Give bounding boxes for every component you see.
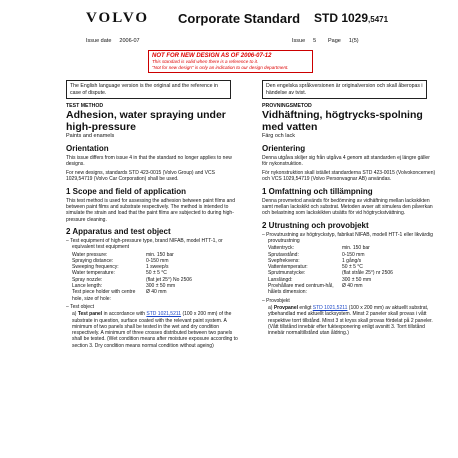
- issue-meta: [292, 38, 316, 44]
- spec-row: [262, 283, 436, 296]
- page-value: 1(5): [348, 38, 359, 44]
- test-panel-term: Test panel: [77, 311, 103, 318]
- swedish-column: [262, 103, 436, 339]
- scope-paragraph: Denna provmetod används för bedömning av vidhäftning mellan lackskikten samt mellan lackskikt och substrat. Metoden avser att simulera den påverkan och belastning som lackskikten utsätts för vid högtryckstvättning.: [262, 197, 433, 217]
- standard-number: [314, 11, 388, 25]
- document-title: Vidhäftning, högtrycks-spolning med vatten: [262, 109, 423, 133]
- page-label: Page: [328, 38, 341, 44]
- scope-heading: 1 Scope and field of application: [66, 186, 187, 196]
- spec-key: Test piece holder with centre hole, size of hole:: [72, 289, 136, 302]
- std-1021-link[interactable]: STD 1021,5211: [146, 311, 182, 318]
- apparatus-heading: 2 Apparatus and test object: [66, 226, 171, 236]
- apparatus-item: – Test equipment of high-pressure type, brand NIFAB, model HTT-1, or equivalent test equipment: [66, 237, 223, 251]
- document-title: Adhesion, water spraying under high-pressure: [66, 109, 226, 133]
- std-1021-link[interactable]: STD 1021,5211: [312, 304, 348, 311]
- page-meta: [328, 38, 359, 44]
- test-panel-text: (100 x 200 mm) of the substrate in question, surface coated with the relevant paint system. A minimum of two panels shall be tested in the wet and dry condition respectively. A minimum of three crosses distributed between two panels shall be tested. (Wet condition means after moisture exposure according to section 3. Dry condition means normal condition without ageing): [72, 311, 238, 349]
- spec-key: Vattentemperatur:: [268, 264, 308, 271]
- notice-heading: NOT FOR NEW DESIGN AS OF 2006-07-12: [152, 53, 272, 59]
- not-for-new-design-notice: [148, 50, 313, 73]
- test-panel-mid: enligt: [298, 304, 313, 311]
- test-panel-text: (100 x 200 mm) av aktuellt substrat, ytbehandlad med aktuellt lacksystem. Minst 2 paneler skall provas i vått respektive torrt tillstånd. Minst 3 st kryss skall provas fördelat på 2 paneler. (Vått tillstånd innebär efter fuktexponering enligt avsnitt 3. Torrt tillstånd innebär normaltillstånd utan åldring.): [268, 304, 433, 337]
- spec-value: Ø 40 mm: [146, 289, 167, 296]
- spec-value: 50 ± 5 °C: [146, 270, 167, 277]
- spec-value: (flat stråle 25°) nr 2506: [342, 270, 393, 277]
- document-subtitle: Paints and enamels: [66, 133, 115, 140]
- spec-key: Provhållare med centrum-hål, hålets dimension:: [268, 283, 334, 296]
- test-panel-mid: in accordance with: [102, 311, 147, 318]
- scope-heading: 1 Omfattning och tillämpning: [262, 186, 373, 196]
- spec-key: Spraying distance:: [72, 257, 114, 264]
- spec-value: Ø 40 mm: [342, 283, 363, 290]
- standard-code: STD 1029: [314, 11, 369, 25]
- english-column: [66, 103, 240, 352]
- spec-value: 300 ± 50 mm: [146, 283, 176, 290]
- document-kind: TEST METHOD: [66, 103, 104, 109]
- issue-date-label: Issue date: [86, 38, 112, 44]
- spec-row: [66, 289, 240, 302]
- orientation-paragraph-1: Denna utgåva skiljer sig från utgåva 4 genom att standarden ej längre gäller för nykonstruktion.: [262, 154, 430, 167]
- spec-value: 300 ± 50 mm: [342, 276, 372, 283]
- orientation-heading: Orientering: [262, 143, 306, 153]
- test-panel-paragraph: [262, 305, 436, 336]
- spec-key: Sprutavstånd:: [268, 251, 299, 258]
- test-object-item: – Test object: [66, 303, 94, 310]
- spec-value: (flat jet 25°) No 2506: [146, 276, 192, 283]
- test-panel-enum: a): [72, 311, 78, 318]
- spec-value: min. 150 bar: [146, 251, 174, 258]
- standard-suffix: ,5471: [368, 15, 389, 24]
- issue-value: 5: [313, 38, 317, 44]
- spec-key: Spray nozzle:: [72, 276, 103, 283]
- notice-line-2: "Not for new design" is only an indication to our design department.: [152, 64, 289, 70]
- issue-date-meta: [86, 38, 140, 44]
- issue-date-value: 2006-07: [119, 38, 140, 44]
- notice-line-1: This standard is valid when there is a reference to it.: [152, 59, 259, 64]
- spec-value: 50 ± 5 °C: [342, 264, 363, 271]
- spec-key: Vattentryck:: [268, 245, 295, 252]
- spec-value: 0-150 mm: [146, 257, 169, 264]
- scope-paragraph: This test method is used for assessing the adhesion between paint films and between paint films and substrate respectively. The method is intended to simulate the strain and load that the paint films are subjected to during high-pressure cleaning.: [66, 197, 235, 223]
- spec-key: Svepfrekvens:: [268, 257, 300, 264]
- spec-key: Lanslängd:: [268, 276, 293, 283]
- document-subtitle: Färg och lack: [262, 133, 296, 140]
- orientation-paragraph-1: This issue differs from issue 4 in that the standard no longer applies to new designs.: [66, 154, 232, 167]
- apparatus-heading: 2 Utrustning och provobjekt: [262, 220, 369, 230]
- orientation-paragraph-2: För nykonstruktion skall istället standarderna STD 423-0015 (Volvokoncernen) och VCS 1029,54719 (Volvo Personvagnar AB) användas.: [262, 170, 436, 183]
- spec-key: Lance length:: [72, 283, 103, 290]
- test-object-item: – Provobjekt: [262, 297, 290, 304]
- spec-key: Water pressure:: [72, 251, 108, 258]
- orientation-paragraph-2: For new designs, standards STD 423-0015 (Volvo Group) and VCS 1029,54719 (Volvo Car Corporation) shall be used.: [66, 170, 215, 183]
- test-panel-paragraph: [66, 311, 240, 349]
- spec-key: Sweeping frequency:: [72, 264, 119, 271]
- language-note-en: The English language version is the original and the reference in case of dispute.: [66, 80, 231, 99]
- spec-value: 1 sweep/s: [146, 264, 169, 271]
- spec-value: 0-150 mm: [342, 251, 365, 258]
- document-kind: PROVNINGSMETOD: [262, 103, 312, 109]
- test-panel-enum: a): [268, 304, 274, 311]
- apparatus-item: – Provutrustning av högtryckstyp, fabrikat NIFAB, modell HTT-1 eller likvärdig provutrustning: [262, 231, 433, 244]
- orientation-heading: Orientation: [66, 143, 109, 153]
- spec-value: min. 150 bar: [342, 245, 370, 252]
- spec-value: 1 gång/s: [342, 257, 362, 264]
- issue-label: Issue: [292, 38, 306, 44]
- spec-key: Sprutmunstycke:: [268, 270, 306, 277]
- document-type: Corporate Standard: [178, 11, 301, 26]
- language-note-sv: Den engelska språkversionen är originalversion och skall åberopas i händelse av tvist.: [262, 80, 427, 99]
- volvo-logo: VOLVO: [86, 10, 150, 26]
- test-panel-term: Provpanel: [273, 304, 299, 311]
- spec-key: Water temperature:: [72, 270, 115, 277]
